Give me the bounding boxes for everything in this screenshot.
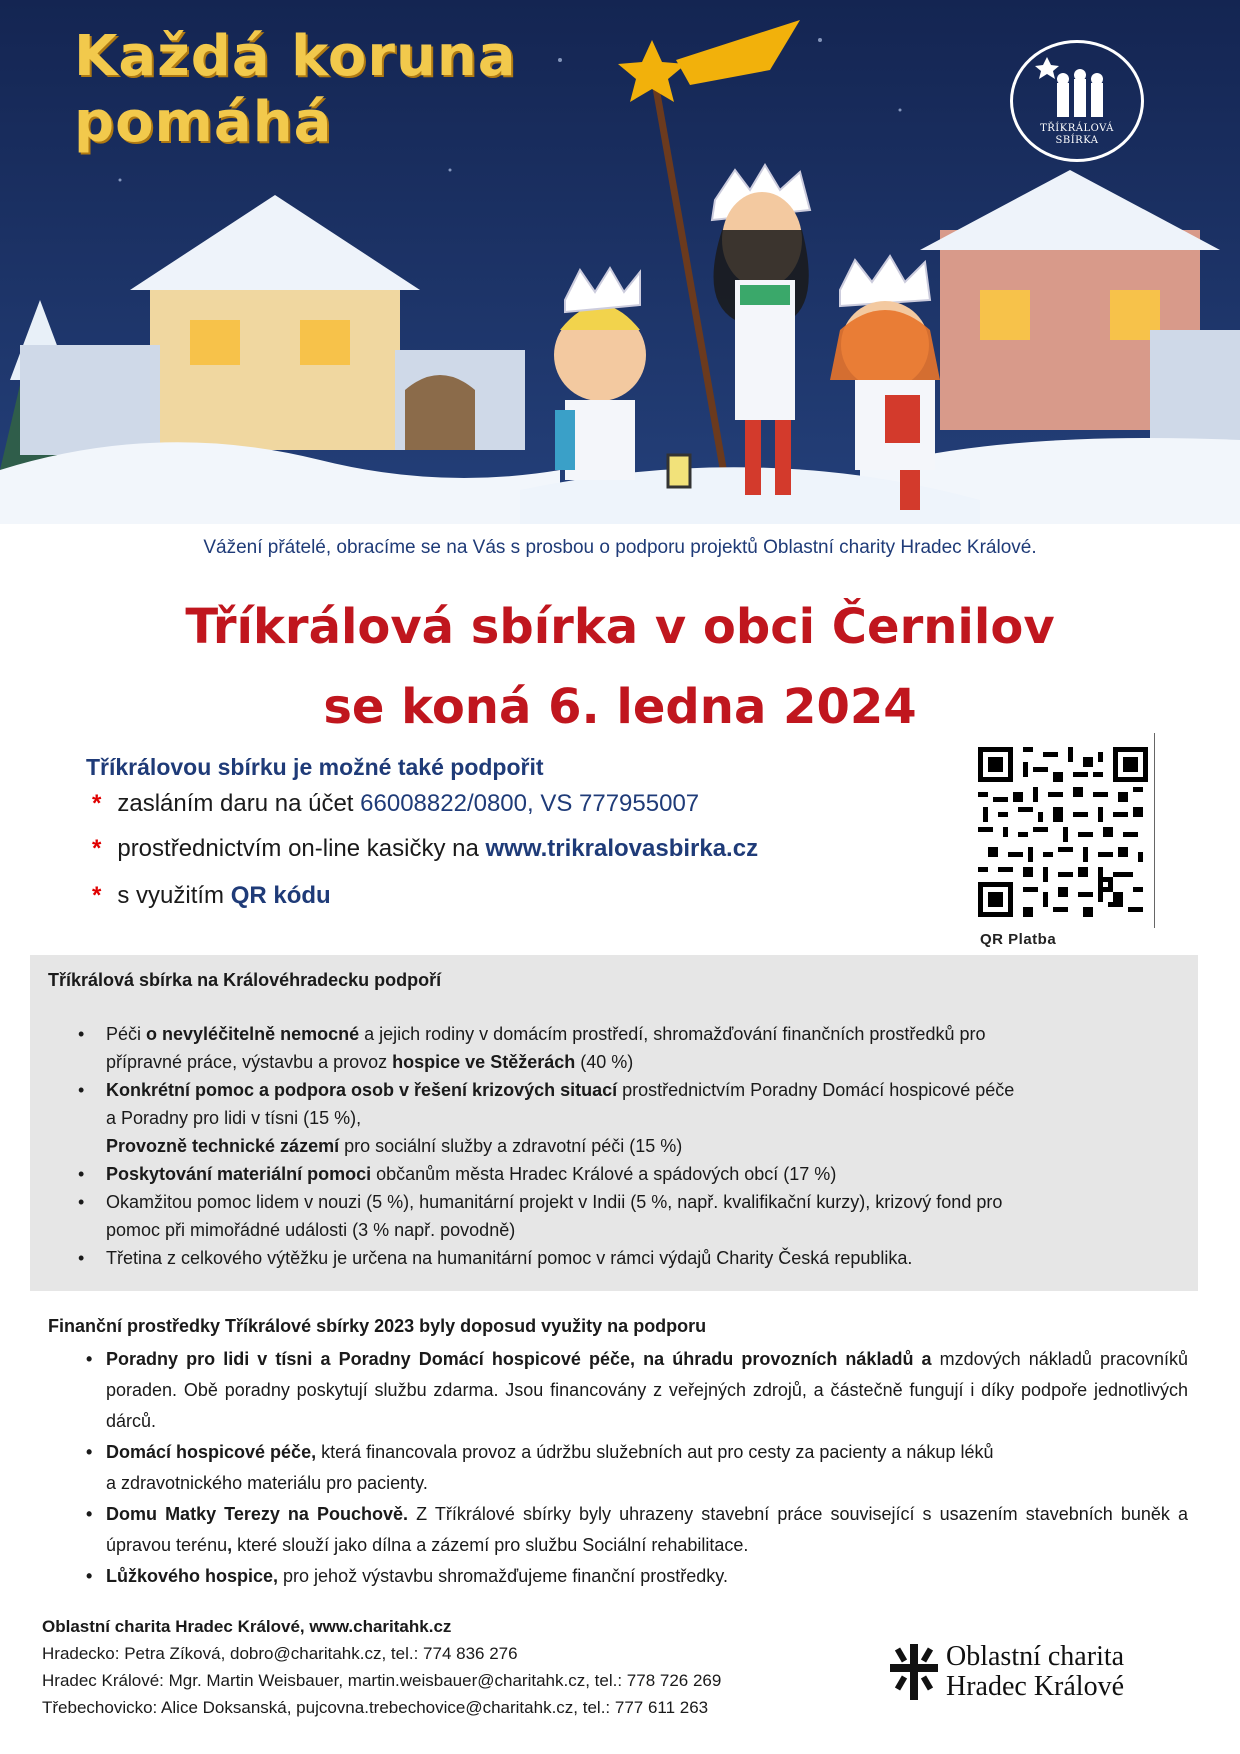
list-item: • Domu Matky Terezy na Pouchově. Z Tříkrálové sbírky byly uhrazeny stavební práce související s usazením stavebních buněk a úpravou terénu, které slouží jako dílna a zázemí pro službu Sociální rehabilitace.: [86, 1499, 1188, 1561]
support-areas-title: Tříkrálová sbírka na Královéhradecku podpoří: [48, 970, 442, 990]
brand-line-2: Hradec Králové: [946, 1671, 1125, 1702]
charita-cross-icon: [886, 1640, 942, 1704]
intro-text: Vážení přátelé, obracíme se na Vás s prosbou o podporu projektů Oblastní charity Hradec Králové.: [203, 537, 1037, 558]
bullet-icon: •: [86, 1566, 93, 1586]
list-item: • Třetina z celkového výtěžku je určena na humanitární pomoc v rámci výdajů Charity Česká republika.: [74, 1244, 1164, 1272]
contact-line: Hradecko: Petra Zíková, dobro@charitahk.cz, tel.: 774 836 276: [42, 1644, 518, 1663]
bullet-icon: •: [78, 1164, 85, 1184]
qr-caption: QR Platba: [980, 931, 1057, 948]
list-item-continuation: přípravné práce, výstavbu a provoz hospice ve Stěžerách (40 %): [106, 1052, 634, 1072]
logo-line-2: SBÍRKA: [1055, 135, 1099, 146]
logo-line-1: TŘÍKRÁLOVÁ: [1040, 123, 1114, 134]
support-item-qr: * s využitím QR kódu: [92, 882, 331, 909]
contact-line: Hradec Králové: Mgr. Martin Weisbauer, martin.weisbauer@charitahk.cz, tel.: 778 726 269: [42, 1671, 722, 1690]
bullet-icon: •: [86, 1442, 93, 1462]
banner-slogan: [74, 24, 517, 156]
hero-banner: [0, 0, 1240, 524]
list-item: • Okamžitou pomoc lidem v nouzi (5 %), humanitární projekt v Indii (5 %, např. kvalifikační kurzy), krizový fond pro: [74, 1188, 1164, 1216]
bullet-icon: •: [86, 1349, 93, 1369]
website-link[interactable]: www.trikralovasbirka.cz: [485, 835, 759, 862]
list-item: • Lůžkového hospice, pro jehož výstavbu shromažďujeme finanční prostředky.: [86, 1561, 1188, 1592]
qr-code-icon: [978, 746, 1148, 918]
bullet-icon: •: [86, 1504, 93, 1524]
bullet-icon: •: [78, 1024, 85, 1044]
list-item: • Péči o nevyléčitelně nemocné a jejich rodiny v domácím prostředí, shromažďování finančních prostředků pro: [74, 1020, 1164, 1048]
list-item-continuation: Provozně technické zázemí pro sociální služby a zdravotní péči (15 %): [106, 1136, 683, 1156]
headline-line-1: Tříkrálová sbírka v obci Černilov: [185, 599, 1055, 655]
contact-footer: [42, 1613, 721, 1721]
asterisk-icon: *: [92, 882, 102, 909]
funds-title: Finanční prostředky Tříkrálové sbírky 2023 byly doposud využity na podporu: [48, 1316, 707, 1336]
support-item-bank-transfer: * zasláním daru na účet 66008822/0800, VS 777955007: [92, 790, 700, 817]
brand-name: [946, 1642, 1124, 1702]
qr-code-label: QR kódu: [230, 882, 331, 909]
funds-list: [86, 1344, 1188, 1592]
trikralova-sbirka-logo: [1010, 40, 1144, 162]
organization-name: Oblastní charita Hradec Králové, www.charitahk.cz: [42, 1617, 452, 1636]
support-title: Tříkrálovou sbírku je možné také podpořit: [86, 754, 544, 780]
list-item-continuation: pomoc při mimořádné události (3 % např. povodně): [106, 1220, 516, 1240]
slogan-line-2: pomáhá: [74, 90, 333, 155]
asterisk-icon: *: [92, 790, 102, 817]
list-item: • Poskytování materiální pomoci občanům města Hradec Králové a spádových obcí (17 %): [74, 1160, 1164, 1188]
headline-line-2: se koná 6. ledna 2024: [323, 679, 917, 735]
list-item-continuation: a Poradny pro lidi v tísni (15 %),: [106, 1108, 362, 1128]
three-kings-icon: [1013, 43, 1147, 123]
charity-brand-logo: [886, 1640, 1186, 1710]
support-areas-list: [74, 1020, 1164, 1272]
qr-payment-code[interactable]: [978, 746, 1148, 918]
list-item: • Domácí hospicové péče, která financovala provoz a údržbu služebních aut pro cesty za pacienty a nákup léků a zdravotnického materiálu pro pacienty.: [86, 1437, 1188, 1499]
bank-account: 66008822/0800, VS 777955007: [360, 790, 700, 817]
qr-divider: [1154, 733, 1155, 928]
bullet-icon: •: [78, 1080, 85, 1100]
support-item-online: * prostřednictvím on-line kasičky na www.trikralovasbirka.cz: [92, 835, 759, 862]
asterisk-icon: *: [92, 835, 102, 862]
headline: [0, 587, 1240, 747]
bullet-icon: •: [78, 1192, 85, 1212]
list-item: • Konkrétní pomoc a podpora osob v řešení krizových situací prostřednictvím Poradny Domácí hospicové péče: [74, 1076, 1164, 1104]
list-item: • Poradny pro lidi v tísni a Poradny Domácí hospicové péče, na úhradu provozních nákladů a mzdových nákladů pracovníků poraden. Obě poradny poskytují službu zdarma. Jsou financovány z veřejných zdrojů, a částečně fungují i díky podpoře jednotlivých dárců.: [86, 1344, 1188, 1437]
brand-line-1: Oblastní charita: [946, 1641, 1125, 1672]
logo-caption: [1013, 123, 1141, 147]
slogan-line-1: Každá koruna: [74, 24, 517, 89]
bullet-icon: •: [78, 1248, 85, 1268]
contact-line: Třebechovicko: Alice Doksanská, pujcovna.trebechovice@charitahk.cz, tel.: 777 611 263: [42, 1698, 709, 1717]
